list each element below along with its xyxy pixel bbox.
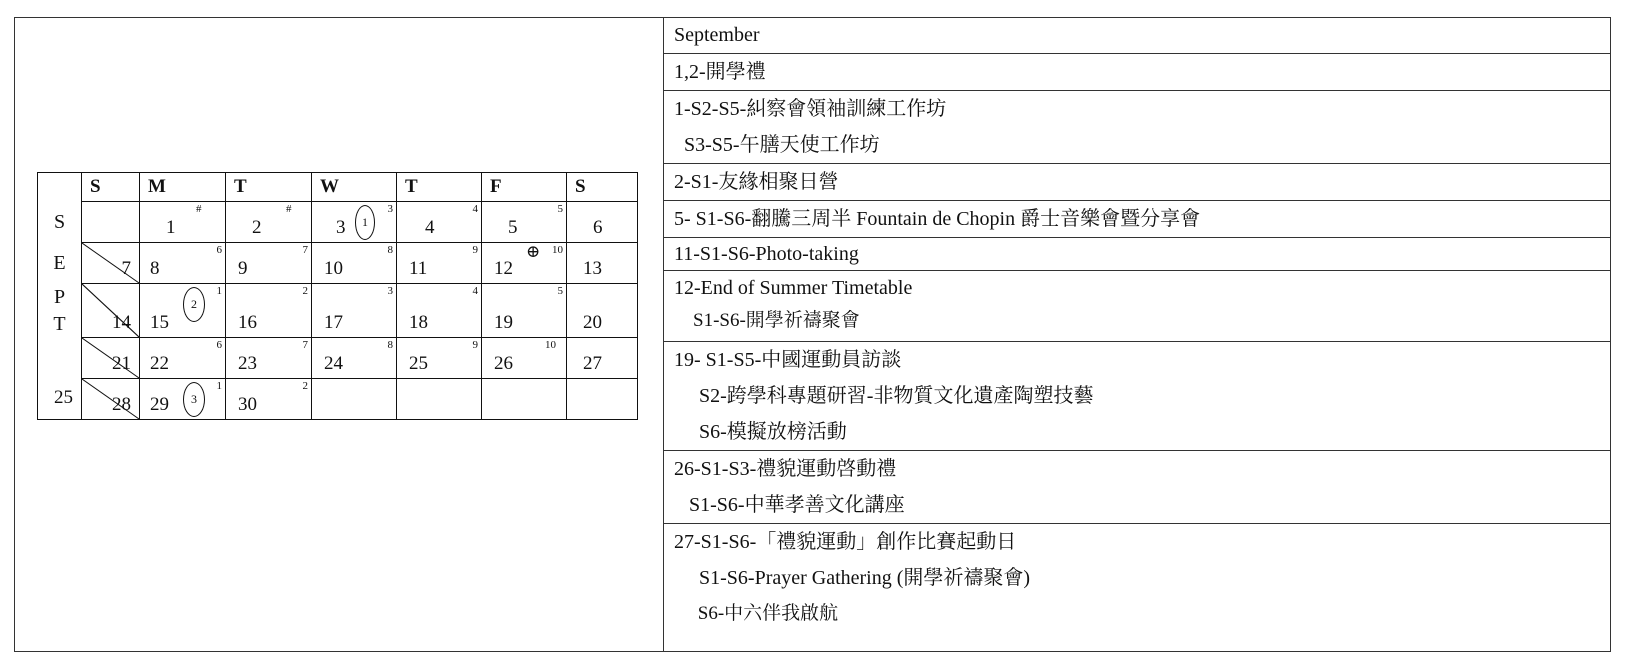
day-number: 4 bbox=[425, 217, 435, 238]
calendar-day-cell bbox=[140, 284, 226, 338]
month-letter: S bbox=[53, 210, 66, 233]
day-number: 23 bbox=[238, 353, 257, 374]
day-number: 25 bbox=[409, 353, 428, 374]
calendar-day-cell bbox=[140, 202, 226, 243]
cycle-day-number: 8 bbox=[387, 339, 393, 351]
event-line: S2-跨學科專題研習-非物質文化遺產陶塑技藝 bbox=[674, 385, 1094, 407]
calendar-day-cell bbox=[312, 202, 397, 243]
event-group bbox=[664, 524, 1611, 632]
cycle-day-number: 1 bbox=[216, 285, 222, 297]
calendar-grid bbox=[37, 172, 638, 420]
day-header: T bbox=[226, 173, 312, 202]
event-group bbox=[664, 164, 1611, 201]
event-group bbox=[664, 451, 1611, 524]
calendar-week-row bbox=[38, 284, 638, 338]
cycle-day-number: 2 bbox=[302, 285, 308, 297]
hash-mark: # bbox=[286, 203, 292, 215]
calendar-day-cell bbox=[397, 243, 482, 284]
calendar-day-cell bbox=[82, 243, 140, 284]
event-group bbox=[664, 342, 1611, 451]
cycle-day-number: 7 bbox=[302, 244, 308, 256]
cycle-day-number: 1 bbox=[216, 380, 222, 392]
cycle-day-number: 4 bbox=[472, 203, 478, 215]
calendar-day-cell bbox=[312, 243, 397, 284]
calendar-day-cell bbox=[312, 338, 397, 379]
day-number: 8 bbox=[150, 258, 160, 279]
event-group bbox=[664, 201, 1611, 238]
event-line: S6-模擬放榜活動 bbox=[674, 421, 847, 443]
cycle-day-number: 4 bbox=[472, 285, 478, 297]
day-number: 2 bbox=[252, 217, 262, 238]
event-line: S1-S6-中華孝善文化講座 bbox=[674, 494, 905, 516]
cycle-day-number: 3 bbox=[387, 203, 393, 215]
day-header: W bbox=[312, 173, 397, 202]
event-line: 19- S1-S5-中國運動員訪談 bbox=[674, 349, 902, 371]
day-number: 10 bbox=[324, 258, 343, 279]
day-number: 13 bbox=[583, 258, 602, 279]
day-number: 17 bbox=[324, 312, 343, 333]
day-number: 18 bbox=[409, 312, 428, 333]
event-line: 12-End of Summer Timetable bbox=[674, 277, 913, 299]
day-number: 27 bbox=[583, 353, 602, 374]
calendar-day-cell bbox=[397, 284, 482, 338]
calendar-day-cell bbox=[226, 202, 312, 243]
special-event-marker: ⊕ bbox=[526, 242, 541, 261]
day-number: 15 bbox=[150, 312, 169, 333]
cycle-day-number: 7 bbox=[302, 339, 308, 351]
day-number: 20 bbox=[583, 312, 602, 333]
hash-mark: # bbox=[196, 203, 202, 215]
calendar-day-cell bbox=[82, 379, 140, 420]
month-letter: P bbox=[53, 285, 66, 308]
day-header: S bbox=[567, 173, 638, 202]
september-calendar bbox=[37, 172, 638, 420]
event-group bbox=[664, 271, 1611, 342]
event-line: S1-S6-開學祈禱聚會 bbox=[674, 310, 860, 331]
cycle-day-number: 9 bbox=[472, 244, 478, 256]
cycle-day-number: 9 bbox=[472, 339, 478, 351]
day-number: 5 bbox=[508, 217, 518, 238]
day-number: 7 bbox=[121, 258, 131, 279]
week-label: 25 bbox=[54, 386, 73, 408]
month-letter-cell bbox=[38, 379, 82, 420]
event-group bbox=[664, 54, 1611, 91]
event-group bbox=[664, 91, 1611, 164]
calendar-day-cell bbox=[567, 284, 638, 338]
event-group bbox=[664, 17, 1611, 54]
day-number: 28 bbox=[112, 394, 131, 415]
calendar-day-cell bbox=[567, 243, 638, 284]
month-letter-cell bbox=[38, 338, 82, 379]
calendar-day-cell bbox=[397, 202, 482, 243]
cycle-day-number: 6 bbox=[216, 339, 222, 351]
calendar-day-cell bbox=[567, 202, 638, 243]
cycle-day-number: 10 bbox=[545, 339, 556, 351]
month-letter-cell bbox=[38, 173, 82, 202]
calendar-day-cell bbox=[482, 338, 567, 379]
day-number: 6 bbox=[593, 217, 603, 238]
event-line: 26-S1-S3-禮貌運動啓動禮 bbox=[674, 458, 897, 480]
calendar-day-cell bbox=[482, 284, 567, 338]
cycle-circle-marker: 2 bbox=[183, 287, 205, 322]
calendar-week-row bbox=[38, 202, 638, 243]
calendar-day-cell bbox=[226, 243, 312, 284]
calendar-week-row bbox=[38, 379, 638, 420]
event-group bbox=[664, 238, 1611, 271]
event-line: 2-S1-友緣相聚日營 bbox=[674, 171, 839, 193]
month-letter-cell bbox=[38, 284, 82, 338]
event-line: 5- S1-S6-翻騰三周半 Fountain de Chopin 爵士音樂會暨分享會 bbox=[674, 208, 1201, 230]
cycle-circle-marker: 1 bbox=[355, 205, 375, 240]
calendar-header-row bbox=[38, 173, 638, 202]
event-line: S1-S6-Prayer Gathering (開學祈禱聚會) bbox=[674, 567, 1031, 589]
cycle-day-number: 3 bbox=[387, 285, 393, 297]
calendar-day-cell bbox=[82, 202, 140, 243]
day-header: F bbox=[482, 173, 567, 202]
day-header: M bbox=[140, 173, 226, 202]
day-number: 11 bbox=[409, 258, 428, 279]
day-number: 19 bbox=[494, 312, 513, 333]
calendar-day-cell bbox=[312, 379, 397, 420]
day-number: 30 bbox=[238, 394, 257, 415]
event-line: 27-S1-S6-「禮貌運動」創作比賽起動日 bbox=[674, 531, 1017, 553]
calendar-day-cell bbox=[312, 284, 397, 338]
calendar-day-cell bbox=[140, 243, 226, 284]
day-number: 22 bbox=[150, 353, 169, 374]
month-letter-cell bbox=[38, 243, 82, 284]
event-line: 11-S1-S6-Photo-taking bbox=[674, 243, 859, 265]
cycle-day-number: 2 bbox=[302, 380, 308, 392]
cycle-circle-marker: 3 bbox=[183, 382, 205, 417]
calendar-day-cell bbox=[226, 379, 312, 420]
calendar-day-cell bbox=[82, 284, 140, 338]
day-header: S bbox=[82, 173, 140, 202]
calendar-day-cell bbox=[140, 338, 226, 379]
day-number: 24 bbox=[324, 353, 343, 374]
day-number: 3 bbox=[336, 217, 346, 238]
calendar-day-cell bbox=[567, 379, 638, 420]
event-line: S3-S5-午膳天使工作坊 bbox=[674, 134, 880, 156]
month-letter: T bbox=[53, 312, 66, 335]
calendar-day-cell bbox=[397, 338, 482, 379]
cycle-day-number: 5 bbox=[557, 285, 563, 297]
cycle-day-number: 5 bbox=[557, 203, 563, 215]
cycle-day-number: 6 bbox=[216, 244, 222, 256]
calendar-day-cell bbox=[140, 379, 226, 420]
calendar-day-cell bbox=[482, 202, 567, 243]
day-number: 16 bbox=[238, 312, 257, 333]
month-letter: E bbox=[53, 251, 66, 274]
month-letter-cell bbox=[38, 202, 82, 243]
calendar-day-cell bbox=[567, 338, 638, 379]
calendar-week-row bbox=[38, 338, 638, 379]
event-line: 1,2-開學禮 bbox=[674, 61, 766, 83]
calendar-day-cell bbox=[482, 243, 567, 284]
day-number: 1 bbox=[166, 217, 176, 238]
cycle-day-number: 10 bbox=[552, 244, 563, 256]
day-number: 14 bbox=[112, 312, 131, 333]
day-number: 29 bbox=[150, 394, 169, 415]
calendar-day-cell bbox=[482, 379, 567, 420]
day-number: 21 bbox=[112, 353, 131, 374]
day-number: 26 bbox=[494, 353, 513, 374]
calendar-day-cell bbox=[226, 338, 312, 379]
calendar-week-row bbox=[38, 243, 638, 284]
event-line: 1-S2-S5-糾察會領袖訓練工作坊 bbox=[674, 98, 947, 120]
cycle-day-number: 8 bbox=[387, 244, 393, 256]
day-number: 12 bbox=[494, 258, 513, 279]
day-number: 9 bbox=[238, 258, 248, 279]
calendar-day-cell bbox=[226, 284, 312, 338]
day-header: T bbox=[397, 173, 482, 202]
calendar-day-cell bbox=[82, 338, 140, 379]
event-line: S6-中六伴我啟航 bbox=[674, 603, 839, 624]
calendar-day-cell bbox=[397, 379, 482, 420]
events-list bbox=[664, 17, 1611, 632]
month-heading: September bbox=[674, 24, 760, 46]
